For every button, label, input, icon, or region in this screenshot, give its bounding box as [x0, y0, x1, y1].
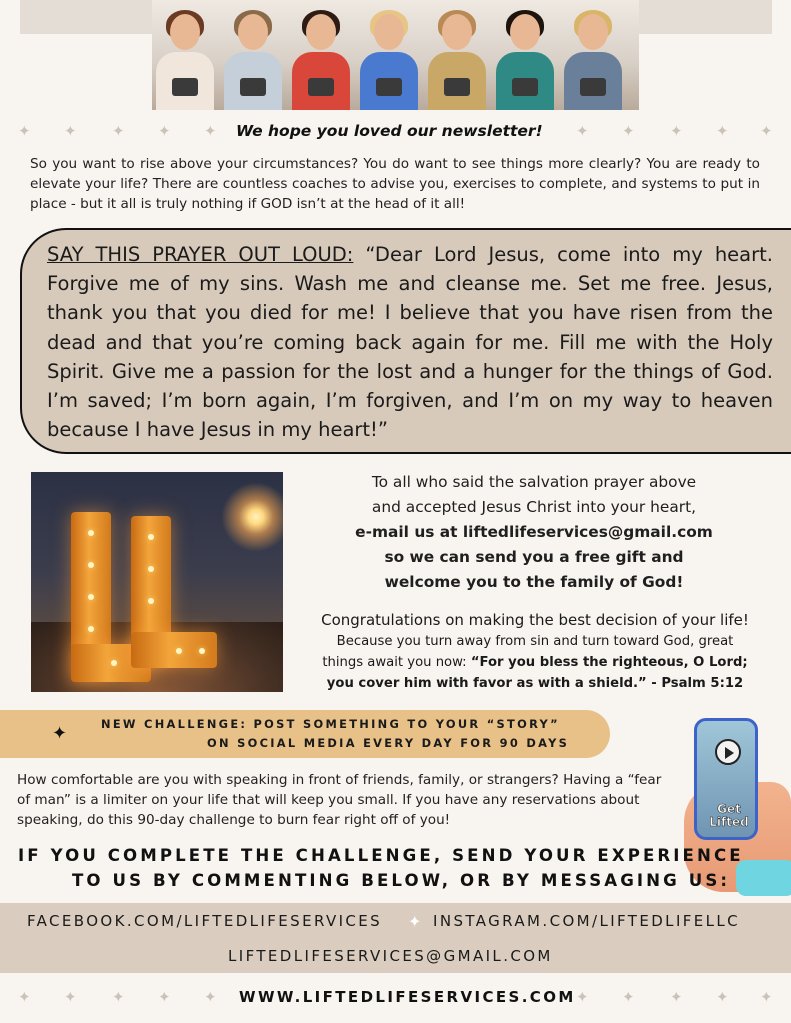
person-figure — [154, 10, 216, 110]
facebook-link[interactable]: FACEBOOK.COM/LIFTEDLIFESERVICES — [27, 912, 383, 930]
phone-brand-text: Get Lifted — [709, 802, 749, 829]
challenge-cta-line: TO US BY COMMENTING BELOW, OR BY MESSAGING US: — [72, 871, 731, 890]
sparkle-icon: ✦ — [204, 988, 217, 1006]
person-figure — [290, 10, 352, 110]
person-figure — [562, 10, 624, 110]
newsletter-heading: We hope you loved our newsletter! — [236, 122, 543, 140]
challenge-paragraph: How comfortable are you with speaking in front of friends, family, or strangers? Having a “fear of man” is a limiter on your life that will keep you small. If you have any reservations about speaking, do this 90-day challenge to burn fear right off of you! — [17, 772, 662, 829]
sparkle-icon: ✦ — [18, 122, 31, 140]
sparkle-icon: ✦ — [760, 988, 773, 1006]
website-link[interactable]: WWW.LIFTEDLIFESERVICES.COM — [239, 988, 576, 1006]
congrats-line: things await you now: “For you bless the righteous, O Lord; — [322, 655, 748, 670]
challenge-title-line: NEW CHALLENGE: POST SOMETHING TO YOUR “STORY” — [101, 717, 560, 731]
hero-photo-people-with-devices — [152, 0, 639, 110]
congrats-message — [292, 609, 778, 694]
play-icon — [715, 739, 741, 765]
firework-burst — [221, 482, 283, 552]
phone-in-hand-illustration — [684, 712, 791, 892]
salvation-line: To all who said the salvation prayer above — [371, 473, 697, 491]
scripture-quote: “For you bless the righteous, O Lord; — [470, 655, 748, 670]
ll-marquee-letters-photo — [31, 472, 283, 692]
sparkle-icon: ✦ — [760, 122, 773, 140]
instagram-link[interactable]: INSTAGRAM.COM/LIFTEDLIFELLC — [433, 912, 741, 930]
sparkle-icon: ✦ — [622, 988, 635, 1006]
challenge-cta-line: IF YOU COMPLETE THE CHALLENGE, SEND YOUR EXPERIENCE — [18, 846, 744, 865]
salvation-email-line: e-mail us at liftedlifeservices@gmail.com — [355, 523, 713, 541]
email-link[interactable]: LIFTEDLIFESERVICES@GMAIL.COM — [228, 947, 553, 965]
sparkle-icon: ✦ — [576, 988, 589, 1006]
sparkle-icon: ✦ — [52, 723, 68, 744]
prayer-body: “Dear Lord Jesus, come into my heart. Forgive me of my sins. Wash me and cleanse me. Set me free. Jesus, thank you that you died for me! I believe that you have risen from the dead and that you’re coming back again for me. Fill me with the Holy Spirit. Give me a passion for the lost and a hunger for the things of God. I’m saved; I’m born again, I’m forgiven, and I’m on my way to heaven because I have Jesus in my heart!” — [47, 243, 773, 442]
sparkle-icon: ✦ — [670, 122, 683, 140]
sparkle-icon: ✦ — [716, 122, 729, 140]
salvation-line: and accepted Jesus Christ into your heart, — [371, 498, 697, 516]
person-figure — [358, 10, 420, 110]
prayer-text — [47, 240, 773, 444]
congrats-line: Because you turn away from sin and turn toward God, great — [336, 634, 734, 649]
sparkle-icon: ✦ — [622, 122, 635, 140]
challenge-title-line: ON SOCIAL MEDIA EVERY DAY FOR 90 DAYS — [207, 736, 570, 750]
salvation-line: welcome you to the family of God! — [384, 573, 684, 591]
sparkle-icon: ✦ — [64, 988, 77, 1006]
sparkle-icon: ✦ — [158, 988, 171, 1006]
sparkle-icon: ✦ — [112, 988, 125, 1006]
salvation-message — [296, 470, 772, 595]
diamond-sparkle-icon: ✦ — [408, 912, 422, 931]
sparkle-icon: ✦ — [204, 122, 217, 140]
person-figure — [426, 10, 488, 110]
sparkle-icon: ✦ — [158, 122, 171, 140]
intro-paragraph: So you want to rise above your circumstances? You do want to see things more clearly? You are ready to elevate your life? There are countless coaches to advise you, exercises to complete, and systems to put in place - but it all is truly nothing if GOD isn’t at the head of it all! — [30, 156, 760, 212]
person-figure — [222, 10, 284, 110]
sparkle-icon: ✦ — [18, 988, 31, 1006]
congrats-line: Congratulations on making the best decision of your life! — [321, 611, 749, 629]
sparkle-icon: ✦ — [670, 988, 683, 1006]
prayer-lead: SAY THIS PRAYER OUT LOUD: — [47, 243, 354, 266]
salvation-line: so we can send you a free gift and — [384, 548, 684, 566]
sparkle-icon: ✦ — [64, 122, 77, 140]
scripture-quote: you cover him with favor as with a shield.” - Psalm 5:12 — [326, 676, 744, 691]
sparkle-icon: ✦ — [112, 122, 125, 140]
person-figure — [494, 10, 556, 110]
sparkle-icon: ✦ — [576, 122, 589, 140]
sparkle-icon: ✦ — [716, 988, 729, 1006]
